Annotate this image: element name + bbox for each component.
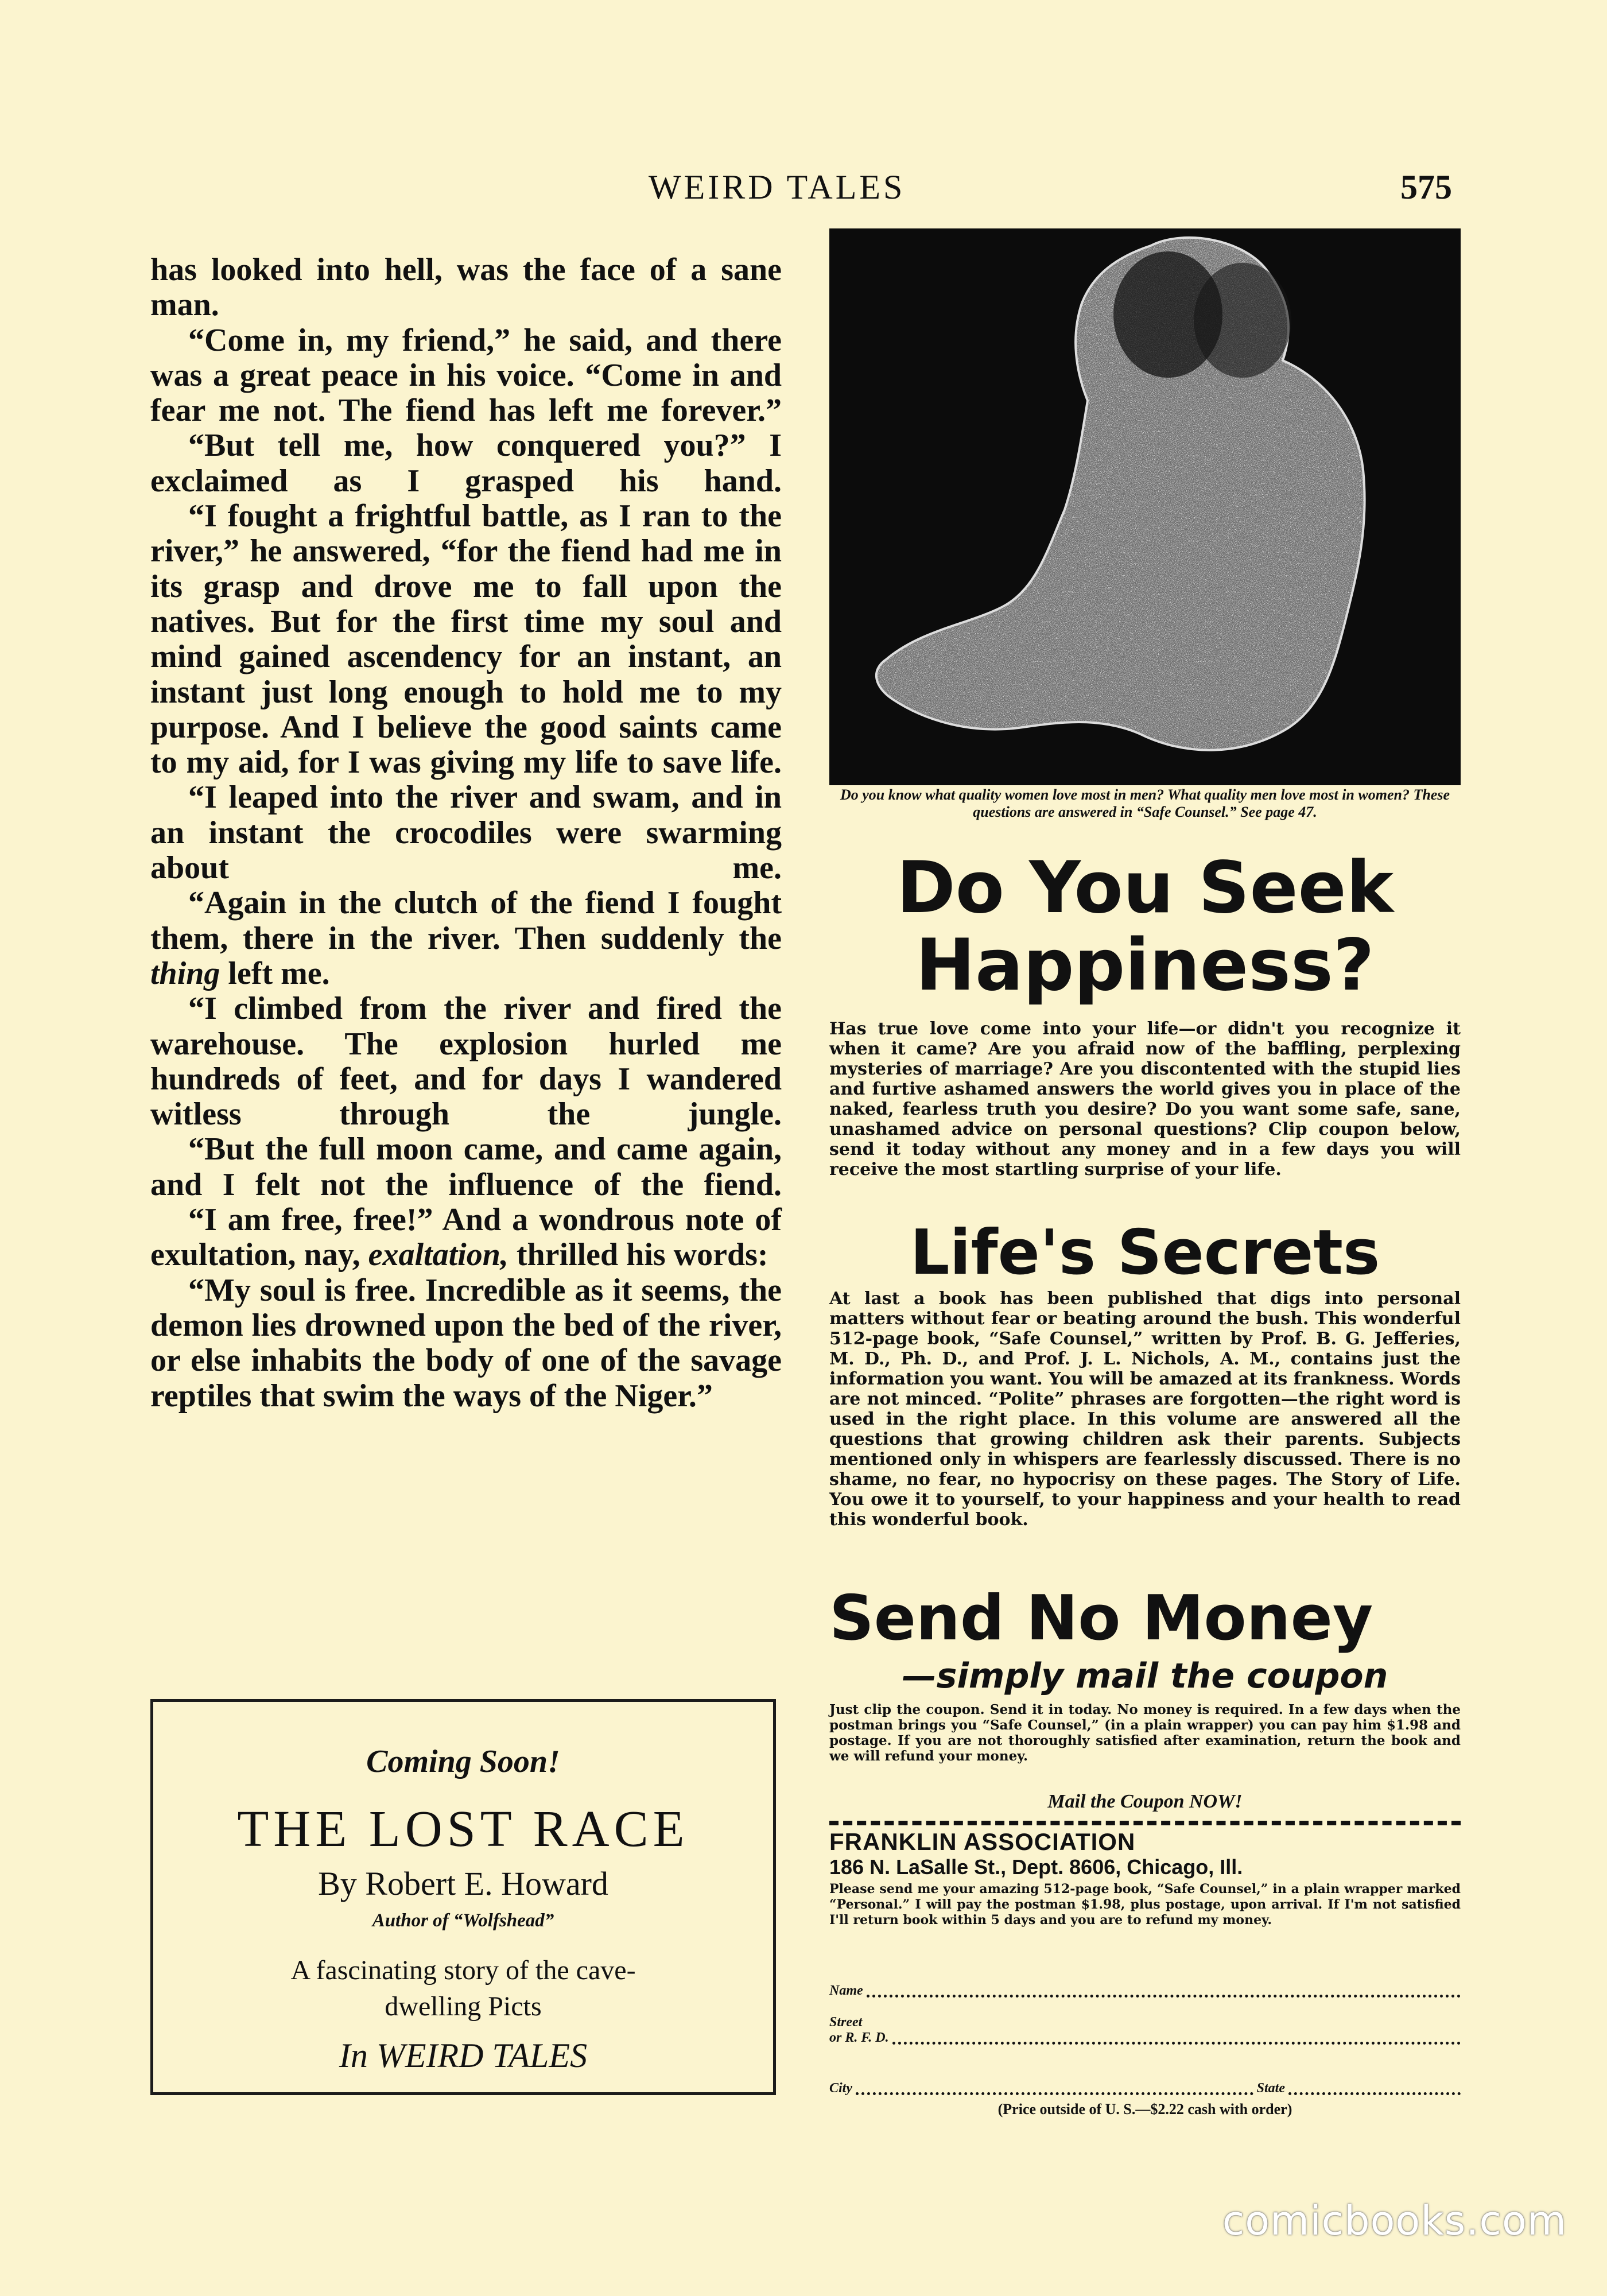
story-paragraph: “I fought a frightful battle, as I ran to the river,” he answered, “for the fiend had me in its grasp and drove me to fall upon the natives. But for the first time my soul and mind gained ascendency for an instant, an instant just long enough to hold me to my purpose. And I believe the good saints came to my aid, for I was giving my life to save life. bbox=[150, 498, 782, 781]
form-street-label: Street bbox=[829, 2015, 863, 2030]
form-state-label: State bbox=[1256, 2081, 1285, 2096]
story-paragraph: “My soul is free. Incredible as it seems, the demon lies drowned upon the bed of the river, or else inhabits the body of one of the savage reptiles that swim the ways of the Niger.” bbox=[150, 1272, 782, 1414]
coupon-text: Please send me your amazing 512-page book, “Safe Counsel,” in a plain wrapper marked “Personal.” I will pay the postman $1.98, plus postage, upon arrival. If I'm not satisfied I'll return book within 5 days and you are to refund my money. bbox=[829, 1882, 1461, 1927]
form-street-field[interactable] bbox=[829, 2015, 1461, 2046]
ad-headline: Do You Seek Happiness? bbox=[896, 847, 1394, 1007]
ad-cta-headline: Send No Money bbox=[829, 1583, 1373, 1654]
coming-soon-desc: A fascinating story of the cave- bbox=[290, 1955, 636, 1985]
story-paragraph: “But the full moon came, and came again, and I felt not the influence of the fiend. bbox=[150, 1131, 782, 1203]
emphasis-thing: thing bbox=[150, 955, 220, 991]
company-address: 186 N. LaSalle St., Dept. 8606, Chicago, Ill. bbox=[829, 1855, 1243, 1879]
coming-soon-box bbox=[150, 1699, 776, 2095]
emphasis-exaltation: exaltation, bbox=[368, 1237, 509, 1273]
story-paragraph: “I am free, free!” And a wondrous note of exultation, nay, exaltation, thrilled his words: bbox=[150, 1202, 782, 1273]
coming-soon-desc: dwelling Picts bbox=[385, 1991, 542, 2022]
ad-paragraph: At last a book has been published that digs into personal matters without fear or beating around the bush. This wonderful 512-page book, “Safe Counsel,” written by Prof. B. G. Jefferies, M. D., Ph. D., and Prof. J. L. Nichols, A. M., contains just the information you want. You will be amazed at its frankness. Words are not minced. “Polite” phrases are forgotten—the right word is used in the right place. In this volume are answered all the questions that growing children ask their parents. Subjects mentioned only in whispers are fearlessly discussed. There is no shame, no fear, no hypocrisy on these pages. The Story of Life. You owe it to yourself, to your happiness and your health to read this wonderful book. bbox=[829, 1289, 1461, 1530]
story-paragraph: has looked into hell, was the face of a sane man. bbox=[150, 252, 782, 323]
ad-cta-subhead: —simply mail the coupon bbox=[902, 1656, 1388, 1696]
coming-soon-byline: By Robert E. Howard bbox=[318, 1865, 608, 1902]
story-paragraph: “But tell me, how conquered you?” I exclaimed as I grasped his hand. bbox=[150, 428, 782, 499]
photo-caption: Do you know what quality women love most in men? What quality men love most in women? These questions are answered in “Safe Counsel.” See page 47. bbox=[840, 786, 1450, 820]
form-rfd-label: or R. F. D. bbox=[829, 2030, 889, 2045]
coupon-cut-line bbox=[829, 1821, 1461, 1825]
ad-subheadline: Life's Secrets bbox=[910, 1217, 1380, 1289]
form-city-state-field[interactable] bbox=[829, 2081, 1461, 2096]
form-name-label: Name bbox=[829, 1983, 863, 1998]
coming-soon-title: THE LOST RACE bbox=[237, 1801, 689, 1857]
story-paragraph: “I leaped into the river and swam, and in an instant the crocodiles were swarming about me. bbox=[150, 779, 782, 886]
coming-soon-kicker: Coming Soon! bbox=[366, 1744, 560, 1779]
ad-paragraph: Just clip the coupon. Send it in today. No money is required. In a few days when the postman brings you “Safe Counsel,” (in a plain wrapper) you can pay him $1.98 and postage. If you are not thoroughly satisfied after examination, return the book and we will refund your money. bbox=[829, 1702, 1461, 1764]
form-state-line[interactable] bbox=[1288, 2081, 1461, 2095]
price-note: (Price outside of U. S.—$2.22 cash with order) bbox=[997, 2101, 1292, 2117]
running-header: WEIRD TALES bbox=[649, 168, 906, 206]
coming-soon-author-note: Author of “Wolfshead” bbox=[372, 1910, 554, 1931]
site-watermark: comicbooks.com bbox=[1222, 2197, 1567, 2244]
form-name-line[interactable] bbox=[867, 1983, 1461, 1998]
form-city-line[interactable] bbox=[856, 2081, 1253, 2095]
story-column bbox=[150, 253, 782, 1414]
page-number: 575 bbox=[1400, 168, 1452, 206]
form-street-line[interactable] bbox=[892, 2030, 1461, 2045]
mail-now-label: Mail the Coupon NOW! bbox=[1047, 1791, 1243, 1812]
story-paragraph: “Again in the clutch of the fiend I fought them, there in the river. Then suddenly the thing left me. bbox=[150, 885, 782, 991]
company-name: FRANKLIN ASSOCIATION bbox=[829, 1828, 1136, 1855]
ad-photo bbox=[829, 228, 1461, 785]
form-name-field[interactable] bbox=[829, 1983, 1461, 1999]
story-paragraph: “Come in, my friend,” he said, and there was a great peace in his voice. “Come in and fear me not. The fiend has left me forever.” bbox=[150, 322, 782, 429]
couple-illustration bbox=[829, 228, 1461, 785]
story-paragraph: “I climbed from the river and fired the warehouse. The explosion hurled me hundreds of feet, and for days I wandered witless through the jungle. bbox=[150, 991, 782, 1133]
coming-soon-footer: In WEIRD TALES bbox=[339, 2037, 588, 2074]
form-city-label: City bbox=[829, 2081, 852, 2096]
ad-paragraph: Has true love come into your life—or didn't you recognize it when it came? Are you afraid now of the baffling, perplexing mysteries of marriage? Are you discontented with the stupid lies and furtive ashamed answers the world gives you in place of the naked, fearless truth you desire? Do you want some safe, sane, unashamed advice on personal questions? Clip coupon below, send it today without any money and in a few days you will receive the most startling surprise of your life. bbox=[829, 1019, 1461, 1180]
